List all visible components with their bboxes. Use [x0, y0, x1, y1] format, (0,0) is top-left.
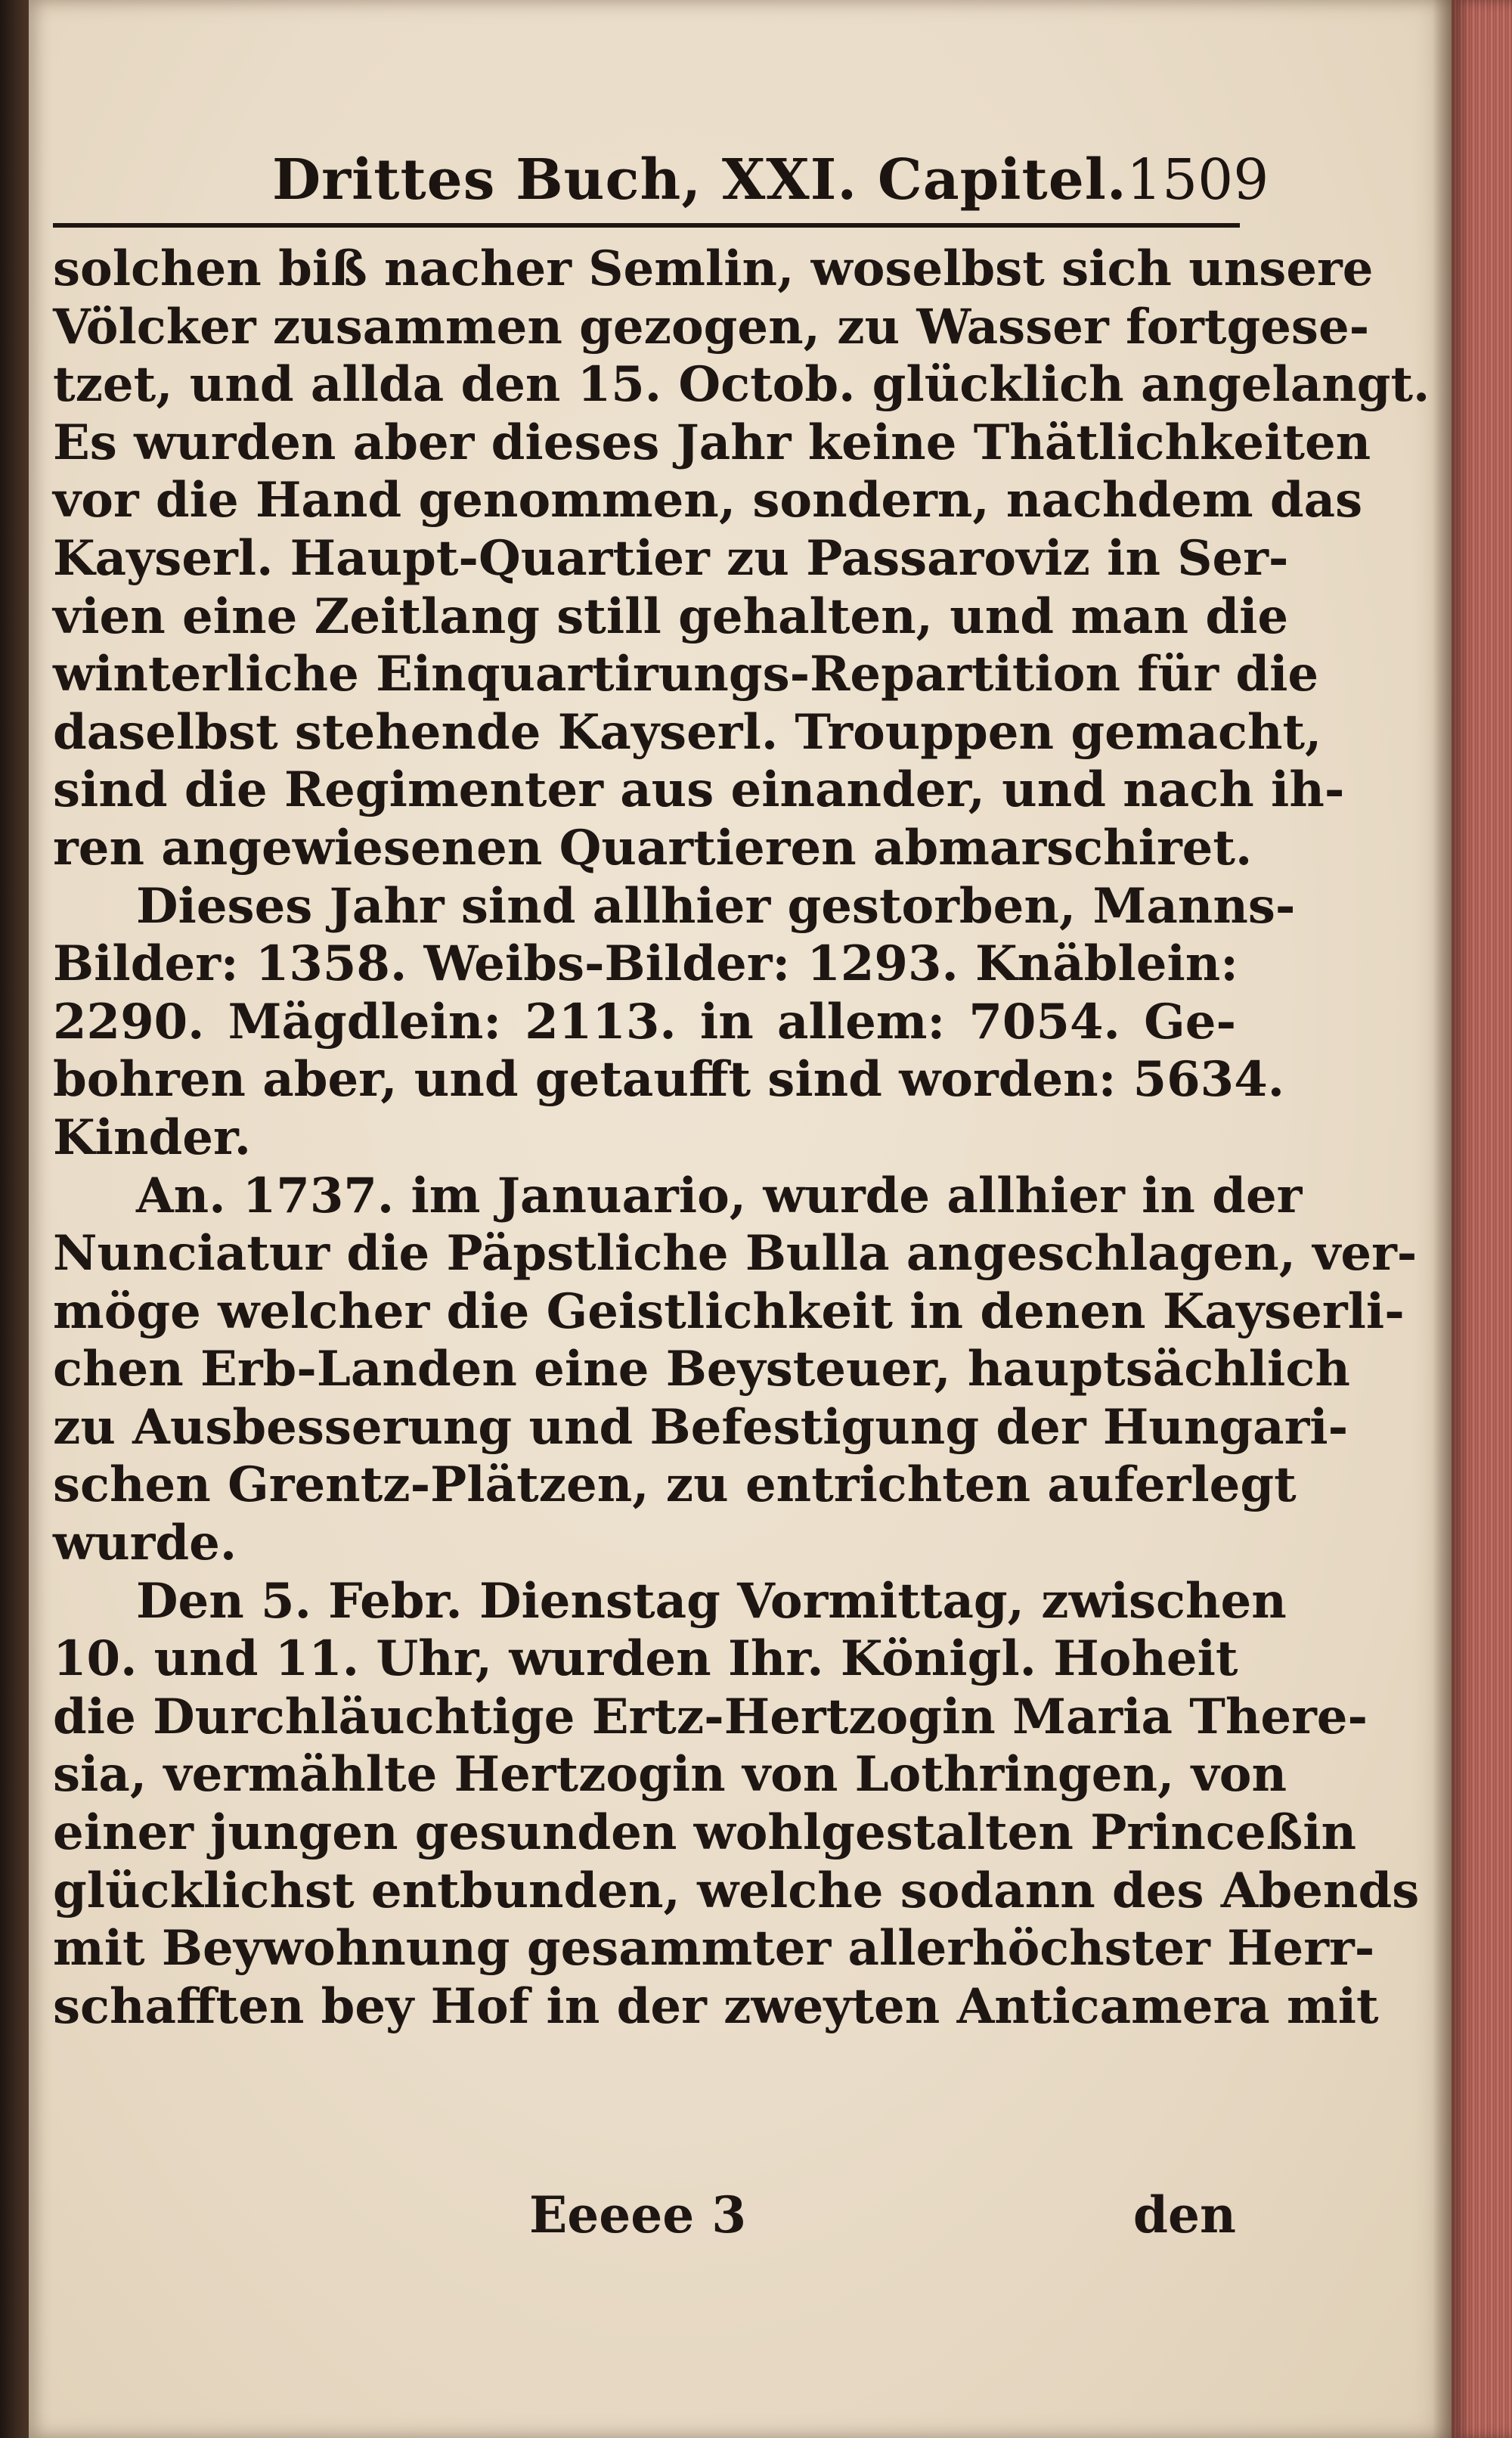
- text-line: glücklichst entbunden, welche sodann des Abends: [53, 1862, 1420, 1919]
- book-binding: [0, 0, 29, 2438]
- text-line: bohren aber, und getaufft sind worden: 5634.: [53, 1051, 1284, 1109]
- body-text: [53, 240, 1430, 2036]
- page-footer: [53, 2185, 1236, 2253]
- text-line: vien eine Zeitlang still gehalten, und man die: [53, 588, 1289, 645]
- text-line: sia, vermählte Hertzogin von Lothringen, von: [53, 1746, 1287, 1804]
- page-header: [53, 147, 1269, 231]
- text-line: An. 1737. im Januario, wurde allhier in der: [136, 1167, 1303, 1224]
- text-line: schafften bey Hof in der zweyten Anticamera mit: [53, 1977, 1379, 2035]
- text-line: chen Erb-Landen eine Beysteuer, hauptsächlich: [53, 1341, 1350, 1398]
- text-line: tzet, und allda den 15. Octob. glücklich angelangt.: [53, 356, 1430, 414]
- text-line: Bilder: 1358. Weibs-Bilder: 1293. Knäblein:: [53, 935, 1238, 993]
- text-line: Den 5. Febr. Dienstag Vormittag, zwischen: [136, 1572, 1287, 1630]
- text-line: möge welcher die Geistlichkeit in denen Kayserli-: [53, 1283, 1405, 1340]
- text-line: sind die Regimenter aus einander, und nach ih-: [53, 761, 1345, 819]
- text-line: einer jungen gesunden wohlgestalten Princeßin: [53, 1804, 1357, 1862]
- text-line: Nunciatur die Päpstliche Bulla angeschlagen, ver-: [53, 1225, 1418, 1283]
- text-line: solchen biß nacher Semlin, woselbst sich unsere: [53, 240, 1374, 297]
- text-line: wurde.: [53, 1515, 237, 1572]
- text-line: die Durchläuchtige Ertz-Hertzogin Maria There-: [53, 1688, 1368, 1745]
- text-line: Kayserl. Haupt-Quartier zu Passaroviz in Ser-: [53, 529, 1289, 587]
- signature-mark: Eeeee 3: [529, 2185, 747, 2244]
- text-line: ren angewiesenen Quartieren abmarschiret.: [53, 819, 1253, 876]
- running-title: Drittes Buch, XXI. Capitel.: [272, 147, 1127, 212]
- text-line: Kinder.: [53, 1109, 252, 1166]
- text-line: Völcker zusammen gezogen, zu Wasser fortgese-: [53, 298, 1370, 355]
- text-line: Dieses Jahr sind allhier gestorben, Manns-: [136, 877, 1296, 935]
- catchword: den: [1132, 2185, 1236, 2244]
- text-line: Es wurden aber dieses Jahr keine Thätlichkeiten: [53, 414, 1371, 471]
- text-line: 2290. Mägdlein: 2113. in allem: 7054. Ge-: [53, 993, 1236, 1050]
- red-page-edges: [1452, 0, 1512, 2438]
- text-line: zu Ausbesserung und Befestigung der Hungari-: [53, 1398, 1349, 1456]
- text-line: mit Beywohnung gesammter allerhöchster Herr-: [53, 1920, 1375, 1977]
- text-line: schen Grentz-Plätzen, zu entrichten auferlegt: [53, 1456, 1297, 1514]
- header-rule: [53, 223, 1240, 228]
- text-line: winterliche Einquartirungs-Repartition für die: [53, 646, 1319, 703]
- text-line: daselbst stehende Kayserl. Trouppen gemacht,: [53, 703, 1322, 761]
- text-line: 10. und 11. Uhr, wurden Ihr. Königl. Hoheit: [53, 1630, 1238, 1688]
- page-number: 1509: [1126, 147, 1269, 212]
- text-line: vor die Hand genommen, sondern, nachdem das: [53, 472, 1363, 529]
